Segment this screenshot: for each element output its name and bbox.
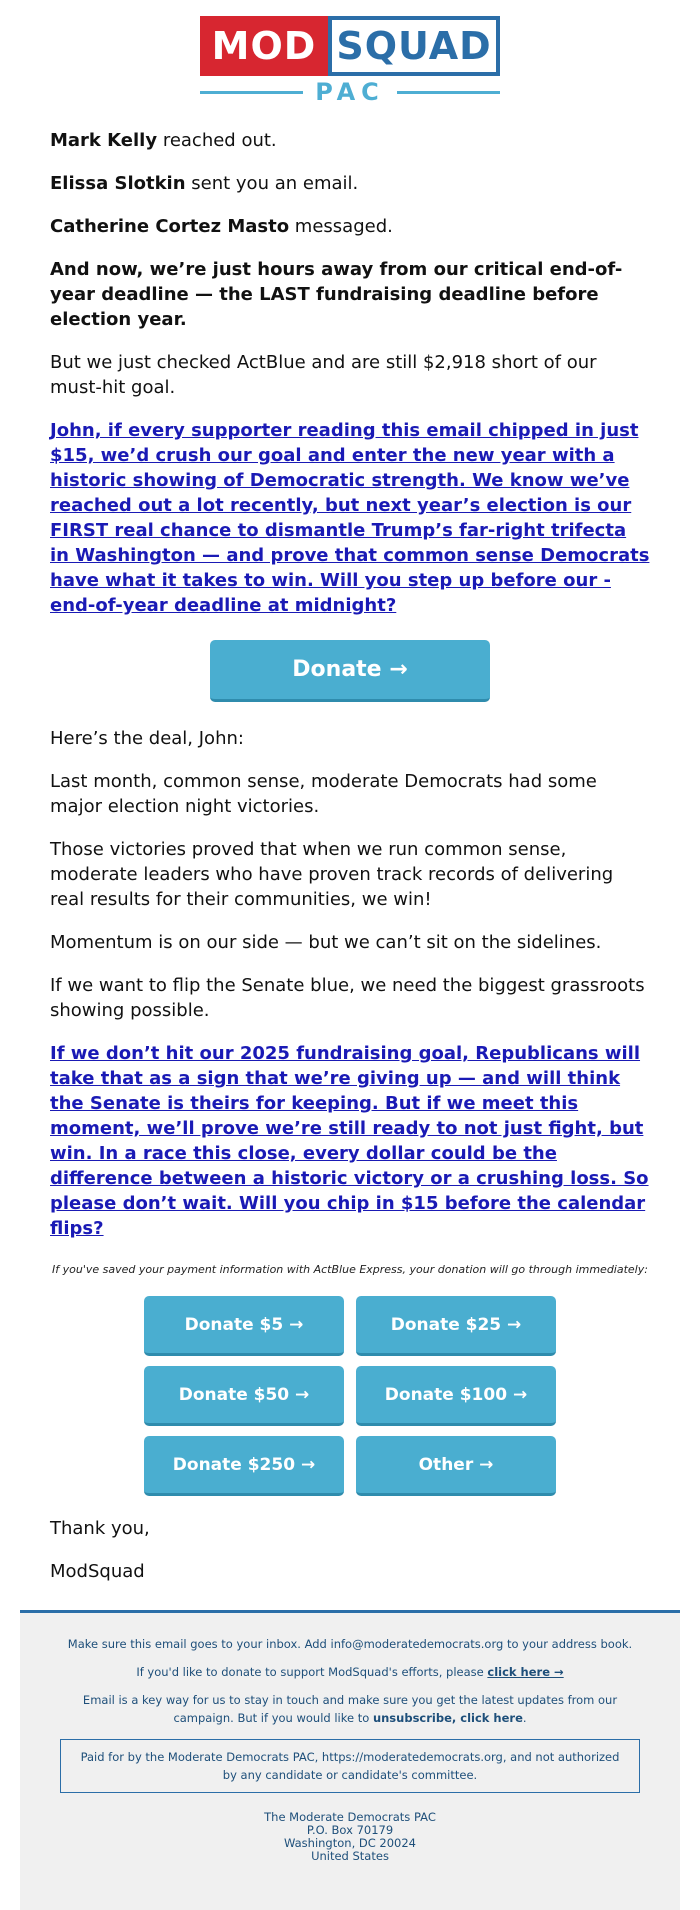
intro-line [50, 128, 650, 153]
intro-name: Elissa Slotkin [50, 173, 186, 194]
mailing-address [60, 1811, 640, 1863]
logo-squad: SQUAD [328, 16, 500, 76]
intro-name: Mark Kelly [50, 130, 158, 151]
body-paragraph: Last month, common sense, moderate Democrats had some major election night victories. [50, 771, 597, 817]
footer-unsubscribe-line [60, 1691, 640, 1727]
logo-mod: MOD [200, 16, 328, 76]
appeal-link-1[interactable]: John, if every supporter reading this email chipped in just $15, we’d crush our goal and enter the new year with a historic showing of Democratic strength. We know we’ve reached out a lot recently, but next year’s election is our FIRST real chance to dismantle Trump’s far-right trifecta in Washington — and prove that common sense Democrats have what it takes to win. Will you step up before our -end-of-year deadline at midnight? [50, 420, 650, 616]
intro-rest: sent you an email. [185, 173, 359, 194]
body-paragraph: Momentum is on our side — but we can’t sit on the sidelines. [50, 932, 602, 953]
intro-name: Catherine Cortez Masto [50, 216, 290, 237]
donate-other-button[interactable]: Other → [356, 1436, 556, 1496]
signoff-name: ModSquad [50, 1561, 145, 1582]
logo-pac: PAC [315, 78, 385, 106]
logo-line-left [200, 91, 303, 94]
signoff-thanks: Thank you, [50, 1518, 150, 1539]
logo-wordmark [200, 16, 500, 76]
actblue-paragraph: But we just checked ActBlue and are still $2,918 short of our must-hit goal. [50, 352, 597, 398]
logo-pac-row [200, 78, 500, 106]
donate-button[interactable]: Donate → [210, 640, 490, 702]
donate-5-button[interactable]: Donate $5 → [144, 1296, 344, 1356]
address-line: P.O. Box 70179 [306, 1823, 394, 1837]
donate-50-button[interactable]: Donate $50 → [144, 1366, 344, 1426]
address-line: Washington, DC 20024 [283, 1836, 416, 1850]
donate-100-button[interactable]: Donate $100 → [356, 1366, 556, 1426]
address-line: United States [311, 1849, 389, 1863]
donate-25-button[interactable]: Donate $25 → [356, 1296, 556, 1356]
actblue-express-note: If you've saved your payment information with ActBlue Express, your donation will go through immediately: [52, 1263, 648, 1276]
footer-donate-link[interactable]: click here → [487, 1665, 564, 1679]
footer-donate-text: If you'd like to donate to support ModSquad's efforts, please [136, 1665, 488, 1679]
email-body [0, 92, 700, 1241]
appeal-link-2[interactable]: If we don’t hit our 2025 fundraising goal, Republicans will take that as a sign that we’re giving up — and will think the Senate is theirs for keeping. But if we meet this moment, we’ll prove we’re still ready to not just fight, but win. In a race this close, every dollar could be the difference between a historic victory or a crushing loss. So please don’t wait. Will you chip in $15 before the calendar flips? [50, 1043, 649, 1239]
signoff [0, 1516, 700, 1584]
footer-unsubscribe-text: Email is a key way for us to stay in touch and make sure you get the latest updates from our campaign. But if you would like to [82, 1693, 618, 1725]
intro-rest: reached out. [157, 130, 277, 151]
unsubscribe-link[interactable]: unsubscribe, click here [372, 1711, 523, 1725]
paid-for-disclaimer: Paid for by the Moderate Democrats PAC, https://moderatedemocrats.org, and not authorized by any candidate or candidate's committee. [60, 1739, 640, 1793]
footer-unsubscribe-period: . [522, 1711, 527, 1725]
footer-donate-line [60, 1663, 640, 1681]
donate-cta-row [50, 640, 650, 702]
intro-line [50, 214, 650, 239]
intro-line [50, 171, 650, 196]
body-paragraph: If we want to flip the Senate blue, we need the biggest grassroots showing possible. [50, 975, 645, 1021]
deadline-paragraph: And now, we’re just hours away from our critical end-of-year deadline — the LAST fundraising deadline before election year. [50, 259, 623, 330]
footer-inbox-note: Make sure this email goes to your inbox. Add info@moderatedemocrats.org to your address book. [67, 1637, 633, 1651]
logo-line-right [397, 91, 500, 94]
address-line: The Moderate Democrats PAC [264, 1810, 436, 1824]
body-paragraph: Those victories proved that when we run common sense, moderate leaders who have proven track records of delivering real results for their communities, we win! [50, 839, 614, 910]
email-footer [20, 1610, 680, 1910]
donation-amount-grid [144, 1296, 556, 1496]
intro-rest: messaged. [289, 216, 393, 237]
donate-250-button[interactable]: Donate $250 → [144, 1436, 344, 1496]
modsquad-pac-logo [0, 0, 700, 106]
body-paragraph: Here’s the deal, John: [50, 728, 244, 749]
